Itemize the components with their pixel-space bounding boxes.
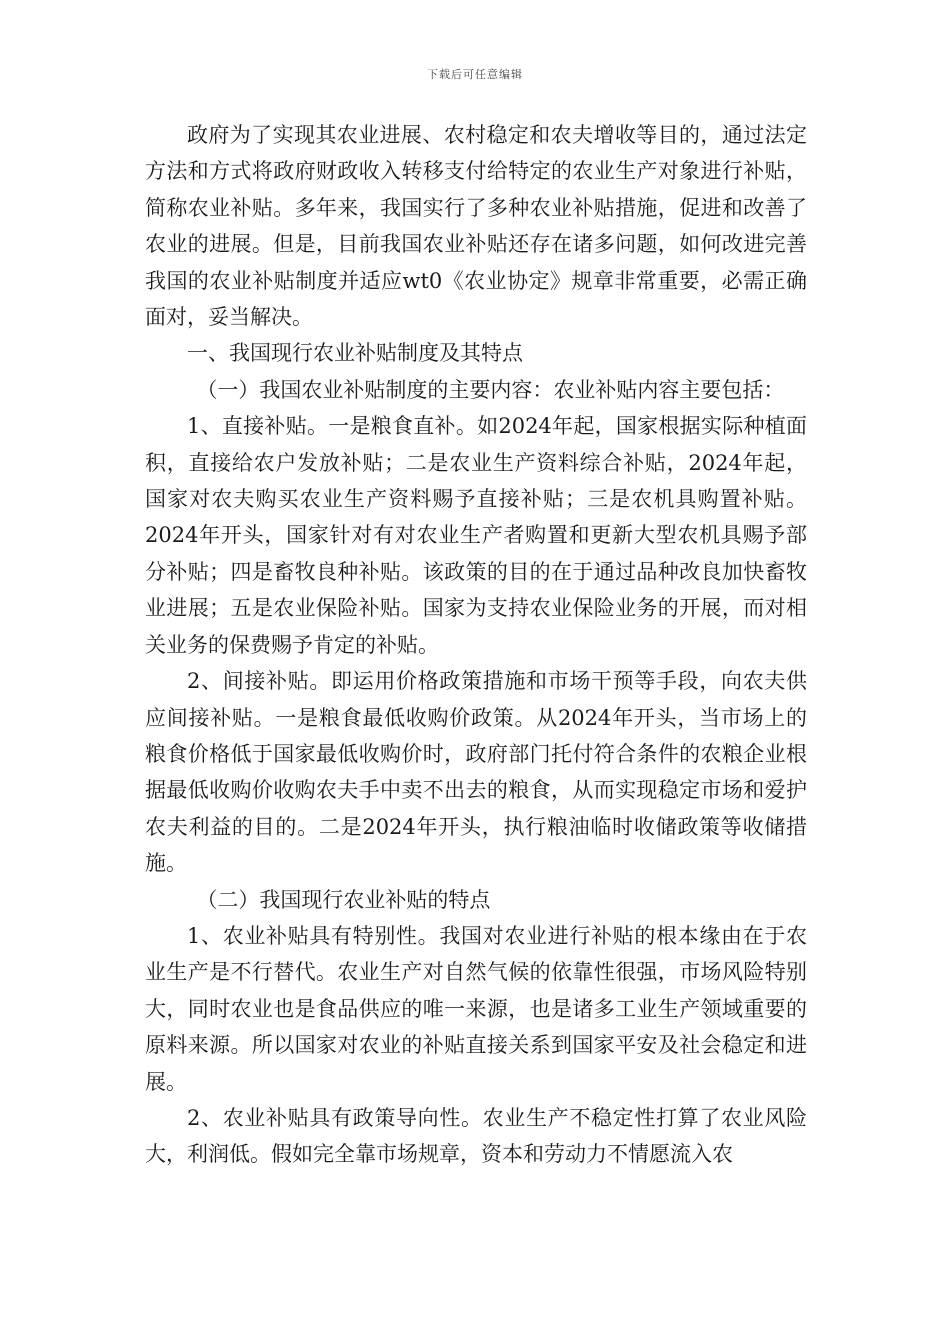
indirect-subsidy-paragraph: 2、间接补贴。即运用价格政策措施和市场干预等手段，向农夫供应间接补贴。一是粮食最低收购价政策。从2024年开头，当市场上的粮食价格低于国家最低收购价时，政府部门托付符合条件的农粮企业根据最低收购价收购农夫手中卖不出去的粮食，从而实现稳定市场和爱护农夫利益的目的。二是2024年开头，执行粮油临时收储政策等收储措施。 <box>145 669 807 876</box>
subsection-heading-2: （二）我国现行农业补贴的特点 <box>196 887 491 912</box>
direct-subsidy-paragraph: 1、直接补贴。一是粮食直补。如2024年起，国家根据实际种植面积，直接给农户发放补贴；二是农业生产资料综合补贴，2024年起，国家对农夫购买农业生产资料赐予直接补贴；三是农机具购置补贴。2024年开头，国家针对有对农业生产者购置和更新大型农机具赐予部分补贴；四是畜牧良种补贴。该政策的目的在于通过品种改良加快畜牧业进展；五是农业保险补贴。国家为支持农业保险业务的开展，而对相关业务的保费赐予肯定的补贴。 <box>145 414 807 657</box>
document-body <box>145 117 807 1173</box>
subsection-heading-1: （一）我国农业补贴制度的主要内容：农业补贴内容主要包括： <box>196 377 785 402</box>
intro-paragraph: 政府为了实现其农业进展、农村稳定和农夫增收等目的，通过法定方法和方式将政府财政收入转移支付给特定的农业生产对象进行补贴，简称农业补贴。多年来，我国实行了多种农业补贴措施，促进和改善了农业的进展。但是，目前我国农业补贴还存在诸多问题，如何改进完善我国的农业补贴制度并适应wt0《农业协定》规章非常重要，必需正确面对，妥当解决。 <box>145 123 807 330</box>
feature-policy-paragraph: 2、农业补贴具有政策导向性。农业生产不稳定性打算了农业风险大，利润低。假如完全靠市场规章，资本和劳动力不情愿流入农 <box>145 1105 807 1167</box>
page-header-note: 下载后可任意编辑 <box>427 68 523 81</box>
section-heading-1: 一、我国现行农业补贴制度及其特点 <box>187 341 523 366</box>
feature-special-paragraph: 1、农业补贴具有特别性。我国对农业进行补贴的根本缘由在于农业生产是不行替代。农业生产对自然气候的依靠性很强，市场风险特别大，同时农业也是食品供应的唯一来源，也是诸多工业生产领域重要的原料来源。所以国家对农业的补贴直接关系到国家平安及社会稳定和进展。 <box>145 923 807 1094</box>
